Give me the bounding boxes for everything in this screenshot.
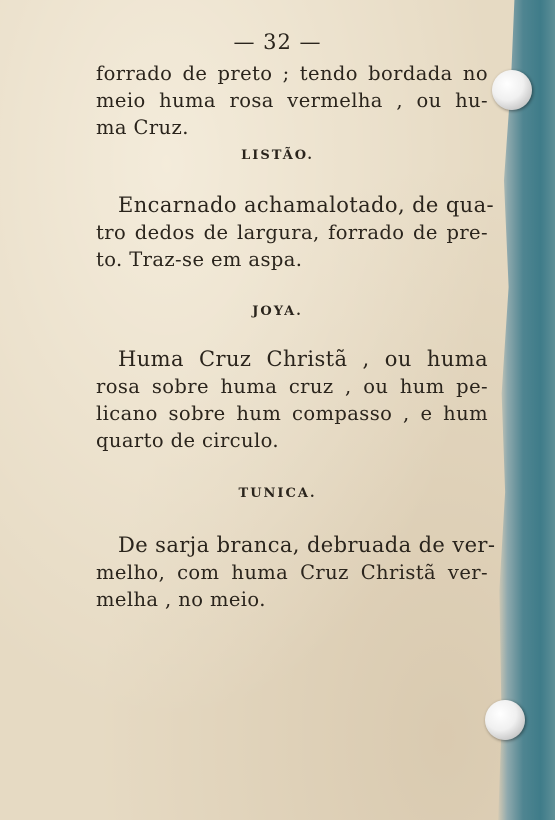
paragraph-4 [96,532,496,613]
paragraph-1 [96,60,488,141]
text-line: ma Cruz. [96,116,189,139]
text-line: melho, com huma Cruz Christã ver- [96,561,488,584]
binding-hole-icon [492,70,532,110]
text-line: Huma Cruz Christã , ou huma [118,347,488,371]
text-line: De sarja branca, debruada de ver- [118,533,496,557]
text-line: Encarnado achamalotado, de qua- [118,193,495,217]
section-heading-liston: LISTÃO. [241,148,314,163]
text-line: melha , no meio. [96,588,266,611]
section-heading-tunica: TUNICA. [238,486,317,501]
blue-spine-edge [497,0,555,820]
paragraph-2 [96,192,495,273]
text-line: licano sobre hum compasso , e hum [96,402,488,425]
text-line: rosa sobre huma cruz , ou hum pe- [96,375,488,398]
text-line: quarto de circulo. [96,429,279,452]
paragraph-3 [96,346,488,454]
page-number: — 32 — [233,30,322,54]
text-line: tro dedos de largura, forrado de pre- [96,221,488,244]
binding-hole-icon [485,700,525,740]
text-line: to. Traz-se em aspa. [96,248,303,271]
text-line: meio huma rosa vermelha , ou hu- [96,89,488,112]
section-heading-joya: JOYA. [252,304,303,319]
text-line: forrado de preto ; tendo bordada no [96,62,488,85]
